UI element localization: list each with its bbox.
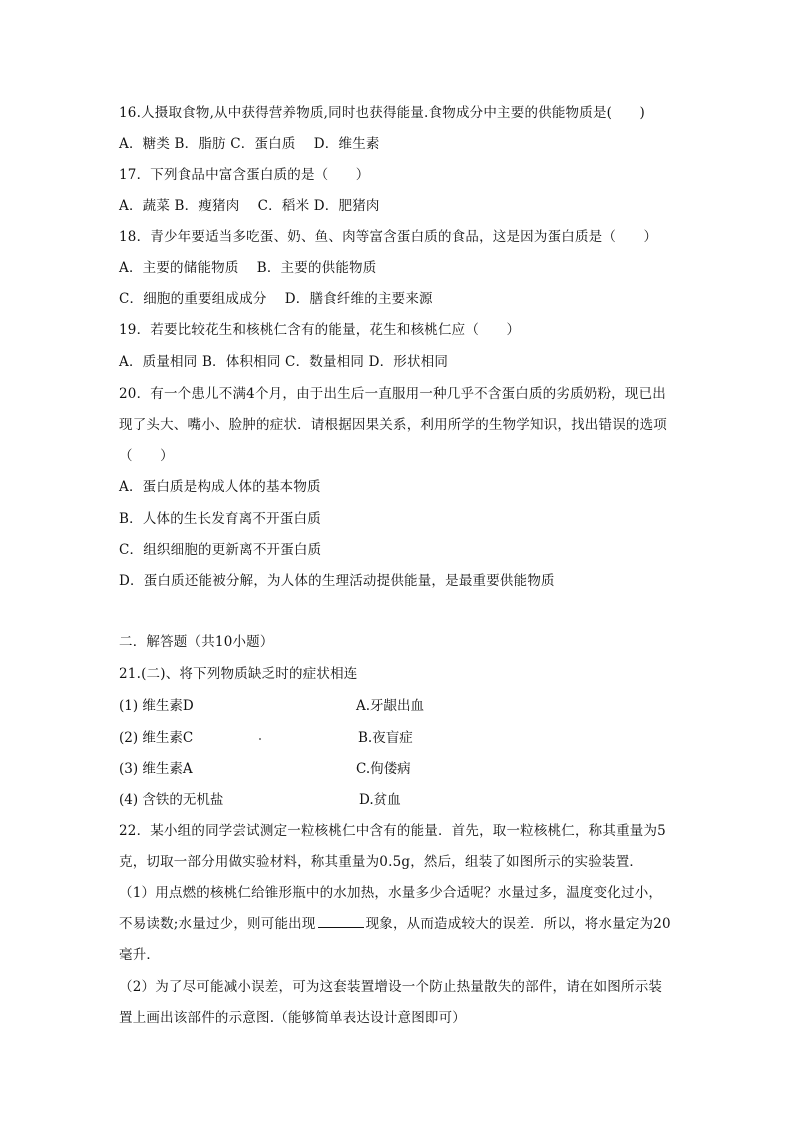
q19-stem: 19．若要比较花生和核桃仁含有的能量，花生和核桃仁应（ ） — [119, 322, 521, 338]
q19-options: A．质量相同 B．体积相同 C．数量相同 D．形状相同 — [119, 354, 449, 370]
q20-option-b: B．人体的生长发育离不开蛋白质 — [119, 511, 321, 527]
q22-stem-line2: 克，切取一部分用做实验材料，称其重量为0.5g，然后，组装了如图所示的实验装置． — [119, 854, 644, 870]
q21-right-item-a: A.牙龈出血 — [356, 698, 425, 714]
q22-part2-line1: （2）为了尽可能减小误差，可为这套装置增设一个防止热量散失的部件，请在如图所示装 — [119, 979, 663, 995]
stray-dot-mark — [259, 738, 261, 740]
answer-blank[interactable] — [318, 915, 364, 928]
q21-right-item-c: C.佝偻病 — [356, 761, 411, 777]
q20-stem-line1: 20．有一个患儿不满4个月，由于出生后一直服用一种几乎不含蛋白质的劣质奶粉，现已出 — [119, 386, 666, 402]
q18-stem: 18．青少年要适当多吃蛋、奶、鱼、肉等富含蛋白质的食品，这是因为蛋白质是（ ） — [119, 229, 658, 245]
q20-stem-line3: （ ） — [119, 448, 174, 464]
q17-options: A．蔬菜 B．瘦猪肉 C．稻米 D．肥猪肉 — [119, 198, 380, 214]
q22-part1-line2-after: 现象，从而造成较大的误差．所以，将水量定为20 — [365, 916, 671, 932]
q22-part1-line3: 毫升． — [119, 947, 161, 963]
q22-part1-line2-before: 不易读数;水量过少，则可能出现 — [119, 916, 316, 932]
q20-option-d: D．蛋白质还能被分解，为人体的生理活动提供能量，是最重要供能物质 — [119, 573, 555, 589]
section-heading: 二．解答题（共10小题） — [119, 634, 274, 650]
q21-stem: 21.(二)、将下列物质缺乏时的症状相连 — [119, 666, 358, 682]
q16-stem: 16.人摄取食物,从中获得营养物质,同时也获得能量.食物成分中主要的供能物质是( ) — [119, 105, 645, 121]
q21-right-item-b: B.夜盲症 — [358, 730, 413, 746]
q20-option-c: C．组织细胞的更新离不开蛋白质 — [119, 542, 322, 558]
q21-left-item-1: (1) 维生素D — [119, 698, 194, 714]
q22-part1-line1: （1）用点燃的核桃仁给锥形瓶中的水加热，水量多少合适呢？水量过多，温度变化过小， — [119, 885, 663, 901]
q22-part1-line2 — [119, 915, 671, 933]
q16-options: A．糖类 B．脂肪 C．蛋白质 D．维生素 — [119, 136, 380, 152]
q21-left-item-2: (2) 维生素C — [119, 730, 194, 746]
q21-left-item-3: (3) 维生素A — [119, 761, 193, 777]
q22-stem-line1: 22．某小组的同学尝试测定一粒核桃仁中含有的能量．首先，取一粒核桃仁，称其重量为5 — [119, 823, 666, 839]
q18-options-line1: A．主要的储能物质 B．主要的供能物质 — [119, 260, 377, 276]
q20-stem-line2: 现了头大、嘴小、脸肿的症状．请根据因果关系，利用所学的生物学知识，找出错误的选项 — [119, 417, 667, 433]
q22-part2-line2: 置上画出该部件的示意图.（能够简单表达设计意图即可） — [119, 1010, 466, 1026]
q21-right-item-d: D.贫血 — [359, 792, 401, 808]
q17-stem: 17．下列食品中富含蛋白质的是（ ） — [119, 167, 370, 183]
q20-option-a: A．蛋白质是构成人体的基本物质 — [119, 479, 321, 495]
q21-left-item-4: (4) 含铁的无机盐 — [119, 792, 224, 808]
q18-options-line2: C．细胞的重要组成成分 D．膳食纤维的主要来源 — [119, 291, 433, 307]
